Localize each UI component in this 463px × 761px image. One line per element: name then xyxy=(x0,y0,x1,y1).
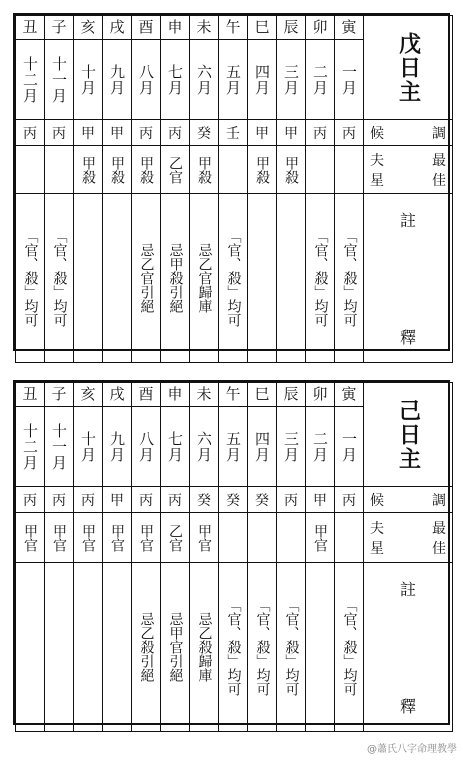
star-label: 甲官 xyxy=(51,523,67,552)
note-text: 忌乙官引絕 xyxy=(138,243,155,313)
label-char: 星 xyxy=(370,540,384,557)
label-char: 調 xyxy=(432,125,446,142)
month-label: 十二月 xyxy=(21,422,39,471)
note-cell xyxy=(161,563,190,732)
month-cell xyxy=(277,407,306,487)
label-char: 候 xyxy=(370,125,384,142)
stem-cell: 甲 xyxy=(103,120,132,146)
star-cell xyxy=(161,513,190,563)
note-cell xyxy=(219,194,248,363)
star-cell xyxy=(132,146,161,194)
branch-cell: 午 xyxy=(219,16,248,40)
month-label: 五月 xyxy=(224,63,242,96)
branch-cell: 亥 xyxy=(74,16,103,40)
stem-cell: 癸 xyxy=(219,487,248,513)
month-cell xyxy=(190,40,219,120)
note-text: 「官、殺」均可 xyxy=(254,598,271,696)
label-char: 釋 xyxy=(399,328,416,347)
watermark: @蕭氏八字命理教學 xyxy=(367,744,457,755)
star-cell xyxy=(161,146,190,194)
branch-cell: 未 xyxy=(190,16,219,40)
month-label: 九月 xyxy=(108,63,126,96)
note-cell xyxy=(306,194,335,363)
note-text: 「官、殺」均可 xyxy=(312,229,329,327)
month-cell xyxy=(74,40,103,120)
note-cell xyxy=(190,563,219,732)
month-cell xyxy=(45,40,74,120)
note-text: 「官、殺」均可 xyxy=(22,229,39,327)
star-cell xyxy=(74,513,103,563)
stem-cell: 癸 xyxy=(190,487,219,513)
label-char: 候 xyxy=(370,492,384,509)
note-cell xyxy=(335,563,364,732)
star-cell xyxy=(306,146,335,194)
stem-cell: 丙 xyxy=(132,487,161,513)
title-cell xyxy=(364,16,453,120)
label-char: 夫 xyxy=(370,152,384,169)
star-label: 甲官 xyxy=(80,523,96,552)
branch-cell: 申 xyxy=(161,16,190,40)
month-cell xyxy=(45,407,74,487)
note-cell xyxy=(161,194,190,363)
note-cell xyxy=(190,194,219,363)
month-label: 二月 xyxy=(311,63,329,96)
branch-cell: 子 xyxy=(45,16,74,40)
branch-cell: 寅 xyxy=(335,16,364,40)
note-text: 忌乙殺引絕 xyxy=(138,612,155,682)
label-zhushi xyxy=(364,194,453,363)
branch-cell: 辰 xyxy=(277,16,306,40)
month-label: 三月 xyxy=(282,63,300,96)
branch-cell: 寅 xyxy=(335,383,364,407)
branch-cell: 酉 xyxy=(132,16,161,40)
note-cell xyxy=(277,563,306,732)
stem-cell: 癸 xyxy=(190,120,219,146)
branch-cell: 卯 xyxy=(306,383,335,407)
star-cell xyxy=(335,513,364,563)
month-label: 九月 xyxy=(108,430,126,463)
month-cell xyxy=(161,407,190,487)
note-text: 忌甲殺引絕 xyxy=(167,243,184,313)
month-cell xyxy=(248,407,277,487)
label-zuijia-fuxing xyxy=(364,146,453,194)
month-cell xyxy=(190,407,219,487)
stem-cell: 甲 xyxy=(306,487,335,513)
star-label: 甲殺 xyxy=(138,155,154,184)
star-cell xyxy=(103,146,132,194)
stem-cell: 丙 xyxy=(132,120,161,146)
branch-cell: 卯 xyxy=(306,16,335,40)
page-title: 己日主 xyxy=(395,398,421,471)
stem-cell: 丙 xyxy=(16,487,45,513)
month-label: 十二月 xyxy=(21,55,39,104)
label-zhushi xyxy=(364,563,453,732)
month-cell xyxy=(103,407,132,487)
label-tiaohou xyxy=(364,487,453,513)
month-label: 十月 xyxy=(79,430,97,463)
branch-cell: 未 xyxy=(190,383,219,407)
note-cell xyxy=(74,194,103,363)
month-label: 六月 xyxy=(195,430,213,463)
star-cell xyxy=(248,146,277,194)
note-text: 忌乙官歸庫 xyxy=(196,243,213,313)
branch-cell: 亥 xyxy=(74,383,103,407)
note-text: 「官、殺」均可 xyxy=(341,598,358,696)
stem-cell: 丙 xyxy=(161,120,190,146)
note-text: 忌乙殺歸庫 xyxy=(196,612,213,682)
label-char: 佳 xyxy=(432,540,446,557)
label-char: 最 xyxy=(432,152,446,169)
month-label: 四月 xyxy=(253,430,271,463)
star-label: 甲殺 xyxy=(109,155,125,184)
star-cell xyxy=(219,146,248,194)
stem-cell: 丙 xyxy=(306,120,335,146)
note-text: 忌甲官引絕 xyxy=(167,612,184,682)
branch-cell: 辰 xyxy=(277,383,306,407)
month-cell xyxy=(306,40,335,120)
note-cell xyxy=(132,194,161,363)
note-cell xyxy=(248,194,277,363)
star-cell xyxy=(335,146,364,194)
star-cell xyxy=(277,146,306,194)
label-char: 最 xyxy=(432,520,446,537)
branch-cell: 戌 xyxy=(103,383,132,407)
month-label: 八月 xyxy=(137,63,155,96)
month-cell xyxy=(335,407,364,487)
month-label: 十月 xyxy=(79,63,97,96)
note-cell xyxy=(45,194,74,363)
stem-cell: 丙 xyxy=(74,487,103,513)
branch-cell: 巳 xyxy=(248,16,277,40)
branch-cell: 巳 xyxy=(248,383,277,407)
label-char: 釋 xyxy=(399,697,416,716)
note-cell xyxy=(45,563,74,732)
month-cell xyxy=(219,407,248,487)
note-cell xyxy=(103,194,132,363)
label-zuijia-fuxing xyxy=(364,513,453,563)
month-cell xyxy=(335,40,364,120)
stem-cell: 丙 xyxy=(335,487,364,513)
month-label: 六月 xyxy=(195,63,213,96)
table-wu-day-master xyxy=(13,13,450,351)
month-label: 一月 xyxy=(340,63,358,96)
star-label: 甲官 xyxy=(196,523,212,552)
branch-cell: 酉 xyxy=(132,383,161,407)
branch-cell: 午 xyxy=(219,383,248,407)
label-char: 星 xyxy=(370,172,384,189)
month-label: 三月 xyxy=(282,430,300,463)
star-cell xyxy=(103,513,132,563)
stem-cell: 甲 xyxy=(277,120,306,146)
branch-cell: 丑 xyxy=(16,383,45,407)
stem-cell: 丙 xyxy=(45,487,74,513)
star-cell xyxy=(132,513,161,563)
month-cell xyxy=(74,407,103,487)
page-title: 戊日主 xyxy=(395,31,421,104)
note-cell xyxy=(219,563,248,732)
star-cell xyxy=(277,513,306,563)
branch-cell: 申 xyxy=(161,383,190,407)
stem-cell: 癸 xyxy=(248,487,277,513)
note-cell xyxy=(103,563,132,732)
star-cell xyxy=(219,513,248,563)
month-cell xyxy=(306,407,335,487)
stem-cell: 甲 xyxy=(103,487,132,513)
month-label: 八月 xyxy=(137,430,155,463)
month-label: 五月 xyxy=(224,430,242,463)
star-label: 乙官 xyxy=(167,523,183,552)
label-tiaohou xyxy=(364,120,453,146)
note-cell xyxy=(74,563,103,732)
stem-cell: 丙 xyxy=(16,120,45,146)
branch-cell: 戌 xyxy=(103,16,132,40)
month-cell xyxy=(219,40,248,120)
month-cell xyxy=(16,407,45,487)
star-cell xyxy=(306,513,335,563)
star-label: 甲殺 xyxy=(254,155,270,184)
month-cell xyxy=(277,40,306,120)
note-text: 「官、殺」均可 xyxy=(225,598,242,696)
note-cell xyxy=(306,563,335,732)
note-cell xyxy=(335,194,364,363)
month-label: 七月 xyxy=(166,430,184,463)
stem-cell: 甲 xyxy=(74,120,103,146)
label-char: 佳 xyxy=(432,172,446,189)
note-cell xyxy=(132,563,161,732)
stem-cell: 甲 xyxy=(248,120,277,146)
star-cell xyxy=(16,513,45,563)
star-cell xyxy=(248,513,277,563)
note-text: 「官、殺」均可 xyxy=(341,229,358,327)
month-label: 七月 xyxy=(166,63,184,96)
star-label: 甲官 xyxy=(138,523,154,552)
month-label: 二月 xyxy=(311,430,329,463)
star-cell xyxy=(45,146,74,194)
star-label: 甲殺 xyxy=(283,155,299,184)
star-label: 甲殺 xyxy=(80,155,96,184)
star-cell xyxy=(16,146,45,194)
label-char: 夫 xyxy=(370,520,384,537)
star-label: 甲殺 xyxy=(196,155,212,184)
label-char: 註 xyxy=(399,580,416,599)
note-text: 「官、殺」均可 xyxy=(51,229,68,327)
stem-cell: 丙 xyxy=(277,487,306,513)
title-cell xyxy=(364,383,453,487)
branch-cell: 丑 xyxy=(16,16,45,40)
star-label: 甲官 xyxy=(109,523,125,552)
month-cell xyxy=(161,40,190,120)
note-cell xyxy=(277,194,306,363)
star-cell xyxy=(190,513,219,563)
star-label: 甲官 xyxy=(312,523,328,552)
month-cell xyxy=(16,40,45,120)
month-cell xyxy=(132,40,161,120)
branch-cell: 子 xyxy=(45,383,74,407)
month-label: 四月 xyxy=(253,63,271,96)
note-cell xyxy=(16,194,45,363)
stem-cell: 丙 xyxy=(335,120,364,146)
month-cell xyxy=(248,40,277,120)
note-text: 「官、殺」均可 xyxy=(283,598,300,696)
table-ji-day-master xyxy=(13,380,450,725)
note-cell xyxy=(248,563,277,732)
note-cell xyxy=(16,563,45,732)
stem-cell: 壬 xyxy=(219,120,248,146)
month-label: 十一月 xyxy=(50,422,68,471)
label-char: 註 xyxy=(399,211,416,230)
stem-cell: 丙 xyxy=(161,487,190,513)
month-label: 一月 xyxy=(340,430,358,463)
star-label: 甲官 xyxy=(22,523,38,552)
star-cell xyxy=(45,513,74,563)
star-cell xyxy=(190,146,219,194)
note-text: 「官、殺」均可 xyxy=(225,229,242,327)
month-label: 十一月 xyxy=(50,55,68,104)
star-label: 乙官 xyxy=(167,155,183,184)
star-cell xyxy=(74,146,103,194)
label-char: 調 xyxy=(432,492,446,509)
month-cell xyxy=(132,407,161,487)
stem-cell: 丙 xyxy=(45,120,74,146)
month-cell xyxy=(103,40,132,120)
